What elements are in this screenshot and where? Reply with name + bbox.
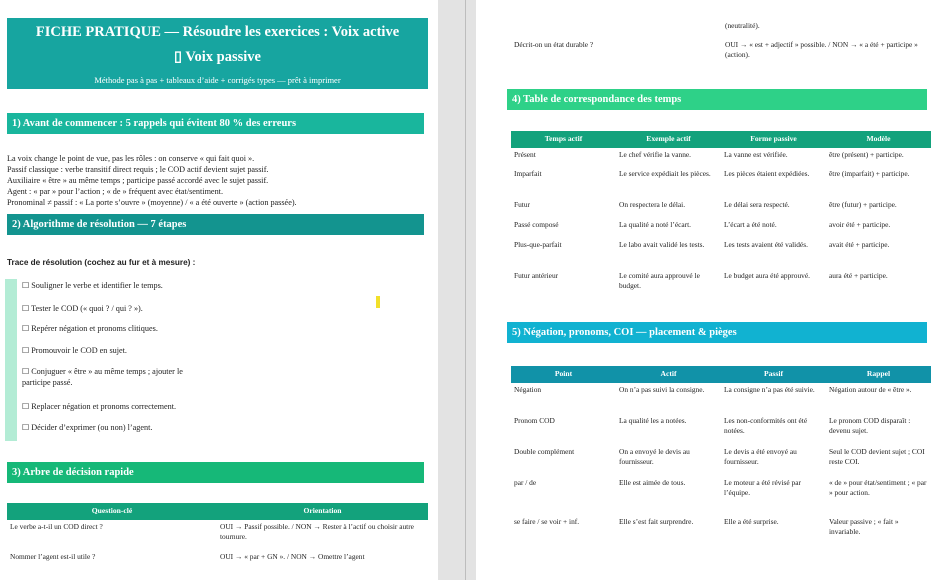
table-cell: être (présent) + participe. (829, 150, 904, 159)
column-header: Forme passive (721, 131, 826, 148)
checkbox-icon[interactable]: ☐ (22, 402, 30, 411)
table-cell: Le comité aura approuvé le budget. (619, 270, 700, 290)
checklist-item-label: Tester le COD (« quoi ? / qui ? »). (31, 304, 143, 313)
table-cell: OUI → « par + GN ». / NON → Omettre l’agent (220, 551, 365, 561)
checklist-item[interactable] (22, 323, 212, 334)
table-cell: « de » pour état/sentiment ; « par » pour action. (829, 478, 927, 498)
column-header: Actif (616, 366, 721, 383)
table-cell: Le devis a été envoyé au fournisseur. (724, 447, 797, 467)
column-header: Modèle (826, 131, 931, 148)
checklist-progress-bar (5, 279, 17, 441)
table-cell: par / de (514, 478, 537, 487)
page-separator (465, 0, 466, 580)
title-banner (7, 18, 428, 89)
checklist-item[interactable] (22, 422, 212, 433)
checkbox-icon[interactable]: ☐ (22, 281, 30, 290)
table-cell: Elle s’est fait surprendre. (619, 517, 694, 526)
table-cell: Le délai sera respecté. (724, 200, 790, 210)
column-header: Question-clé (7, 503, 217, 520)
column-header: Orientation (217, 503, 428, 520)
table-cell: se faire / se voir + inf. (514, 517, 580, 526)
checklist-item[interactable] (22, 401, 212, 412)
table-row (511, 269, 931, 299)
table-cell: Valeur passive ; « fait » invariable. (829, 517, 899, 537)
checklist-item[interactable] (22, 303, 212, 314)
table-cell: OUI → Passif possible. / NON → Rester à l’actif ou choisir autre tournure. (220, 522, 414, 542)
table-cell: Seul le COD devient sujet ; COI reste COI. (829, 447, 925, 467)
checklist-item-label: Conjuguer « être » au même temps ; ajouter le (31, 367, 183, 376)
checklist-item-label: Promouvoir le COD en sujet. (31, 346, 127, 355)
section-heading-4: 4) Table de correspondance des temps (507, 89, 927, 110)
table-cell: être (imparfait) + participe. (829, 169, 910, 179)
table-cell: La qualité les a notées. (619, 416, 687, 425)
table-row (511, 218, 931, 237)
table-cell: Pronom COD (514, 416, 555, 425)
table-cell: Le moteur a été révisé par l’équipe. (724, 478, 801, 498)
section-heading-1: 1) Avant de commencer : 5 rappels qui évitent 80 % des erreurs (7, 113, 424, 134)
table-cell: OUI → « est + adjectif » possible. / NON → « a été + participe » (action). (725, 40, 918, 60)
document-title-line1: FICHE PRATIQUE — Résoudre les exercices : Voix active (35, 24, 400, 40)
table-cell: L’écart a été noté. (724, 220, 777, 230)
table-cell: Les pièces étaient expédiées. (724, 169, 810, 179)
table-cell: Futur antérieur (514, 270, 559, 280)
reminder-line: Auxiliaire « être » au même temps ; participe passé accordé avec le sujet passif. (7, 176, 269, 186)
table-cell: Imparfait (514, 169, 542, 179)
table-row (511, 414, 931, 445)
table-row (7, 550, 428, 569)
table-row (511, 445, 931, 476)
table-cell: Les tests avaient été validés. (724, 239, 808, 249)
checklist-item-label: Souligner le verbe et identifier le temps. (31, 281, 163, 290)
table-cell: Double complément (514, 447, 575, 456)
column-header: Rappel (826, 366, 931, 383)
table-cell: avait été + participe. (829, 239, 890, 249)
checkbox-icon[interactable]: ☐ (22, 367, 30, 376)
document-page-left (0, 0, 438, 580)
page-gutter (438, 0, 476, 580)
table-cell: aura été + participe. (829, 270, 888, 280)
checklist-item[interactable] (22, 345, 212, 356)
column-header: Exemple actif (616, 131, 721, 148)
section-heading-3: 3) Arbre de décision rapide (7, 462, 424, 483)
checklist-heading: Trace de résolution (cochez au fur et à mesure) : (7, 258, 196, 267)
table-cell: Le pronom COD disparaît : devenu sujet. (829, 416, 911, 436)
continued-cell-fragment: (neutralité). (725, 21, 760, 30)
column-header: Point (511, 366, 616, 383)
checklist-item-label: Replacer négation et pronoms correctement. (31, 402, 177, 411)
reminder-line: Passif classique : verbe transitif direct requis ; le COD actif devient sujet passif. (7, 165, 269, 175)
checkbox-icon[interactable]: ☐ (22, 324, 30, 333)
table-cell: Le labo avait validé les tests. (619, 239, 705, 249)
reminder-line: Agent : « par » pour l’action ; « de » fréquent avec état/sentiment. (7, 187, 223, 197)
table-cell: Le verbe a-t-il un COD direct ? (10, 522, 103, 531)
table-cell: être (futur) + participe. (829, 200, 897, 210)
table-row (511, 383, 931, 414)
table-row (7, 520, 428, 550)
table-cell: Elle a été surprise. (724, 517, 779, 526)
negation-table (511, 366, 931, 546)
table-cell: Passé composé (514, 220, 559, 230)
table-row (511, 148, 931, 167)
checklist-item-label: participe passé. (22, 378, 73, 387)
table-cell: La qualité a noté l’écart. (619, 220, 692, 230)
column-header: Passif (721, 366, 826, 383)
table-cell: Les non-conformités ont été notées. (724, 416, 808, 436)
table-cell: On n’a pas suivi la consigne. (619, 385, 705, 394)
table-cell: Présent (514, 150, 536, 159)
table-cell: Négation autour de « être ». (829, 385, 912, 394)
table-cell: Elle est aimée de tous. (619, 478, 686, 487)
table-cell: Plus-que-parfait (514, 239, 562, 249)
table-cell: La vanne est vérifiée. (724, 150, 788, 159)
table-cell: Futur (514, 200, 531, 210)
table-cell: avoir été + participe. (829, 220, 891, 230)
table-row (511, 167, 931, 198)
checkbox-icon[interactable]: ☐ (22, 304, 30, 313)
checklist-item[interactable] (22, 366, 212, 388)
checklist-item-label: Repérer négation et pronoms clitiques. (31, 324, 158, 333)
table-cell: Négation (514, 385, 542, 394)
checklist-item-label: Décider d’exprimer (ou non) l’agent. (31, 423, 153, 432)
table-row (511, 515, 931, 546)
table-cell: On respectera le délai. (619, 200, 686, 210)
table-row (511, 476, 931, 515)
table-cell: On a envoyé le devis au fournisseur. (619, 447, 690, 467)
document-title-line2: ▯ Voix passive (174, 49, 261, 65)
table-cell: La consigne n’a pas été suivie. (724, 385, 815, 394)
table-cell: Le budget aura été approuvé. (724, 270, 810, 280)
section-heading-2: 2) Algorithme de résolution — 7 étapes (7, 214, 424, 235)
highlight-marker (376, 296, 380, 308)
table-row (511, 198, 931, 218)
table-row (511, 238, 931, 269)
document-subtitle: Méthode pas à pas + tableaux d’aide + corrigés types — prêt à imprimer (94, 75, 341, 85)
section-heading-5: 5) Négation, pronoms, COI — placement & pièges (507, 322, 927, 343)
reminder-line: La voix change le point de vue, pas les rôles : on conserve « qui fait quoi ». (7, 154, 255, 163)
column-header: Temps actif (511, 131, 616, 148)
decision-table (7, 503, 428, 569)
table-cell: Décrit-on un état durable ? (514, 40, 594, 49)
table-cell: Nommer l’agent est-il utile ? (10, 551, 96, 561)
tense-table (511, 131, 931, 299)
table-cell: Le chef vérifie la vanne. (619, 150, 692, 159)
reminder-line: Pronominal ≠ passif : « La porte s’ouvre » (moyenne) / « a été ouverte » (action passée). (7, 198, 297, 208)
document-page-right (476, 0, 950, 580)
checklist-item[interactable] (22, 280, 212, 291)
checkbox-icon[interactable]: ☐ (22, 346, 30, 355)
checkbox-icon[interactable]: ☐ (22, 423, 30, 432)
reminders-text (7, 153, 427, 208)
table-cell: Le service expédiait les pièces. (619, 169, 711, 179)
